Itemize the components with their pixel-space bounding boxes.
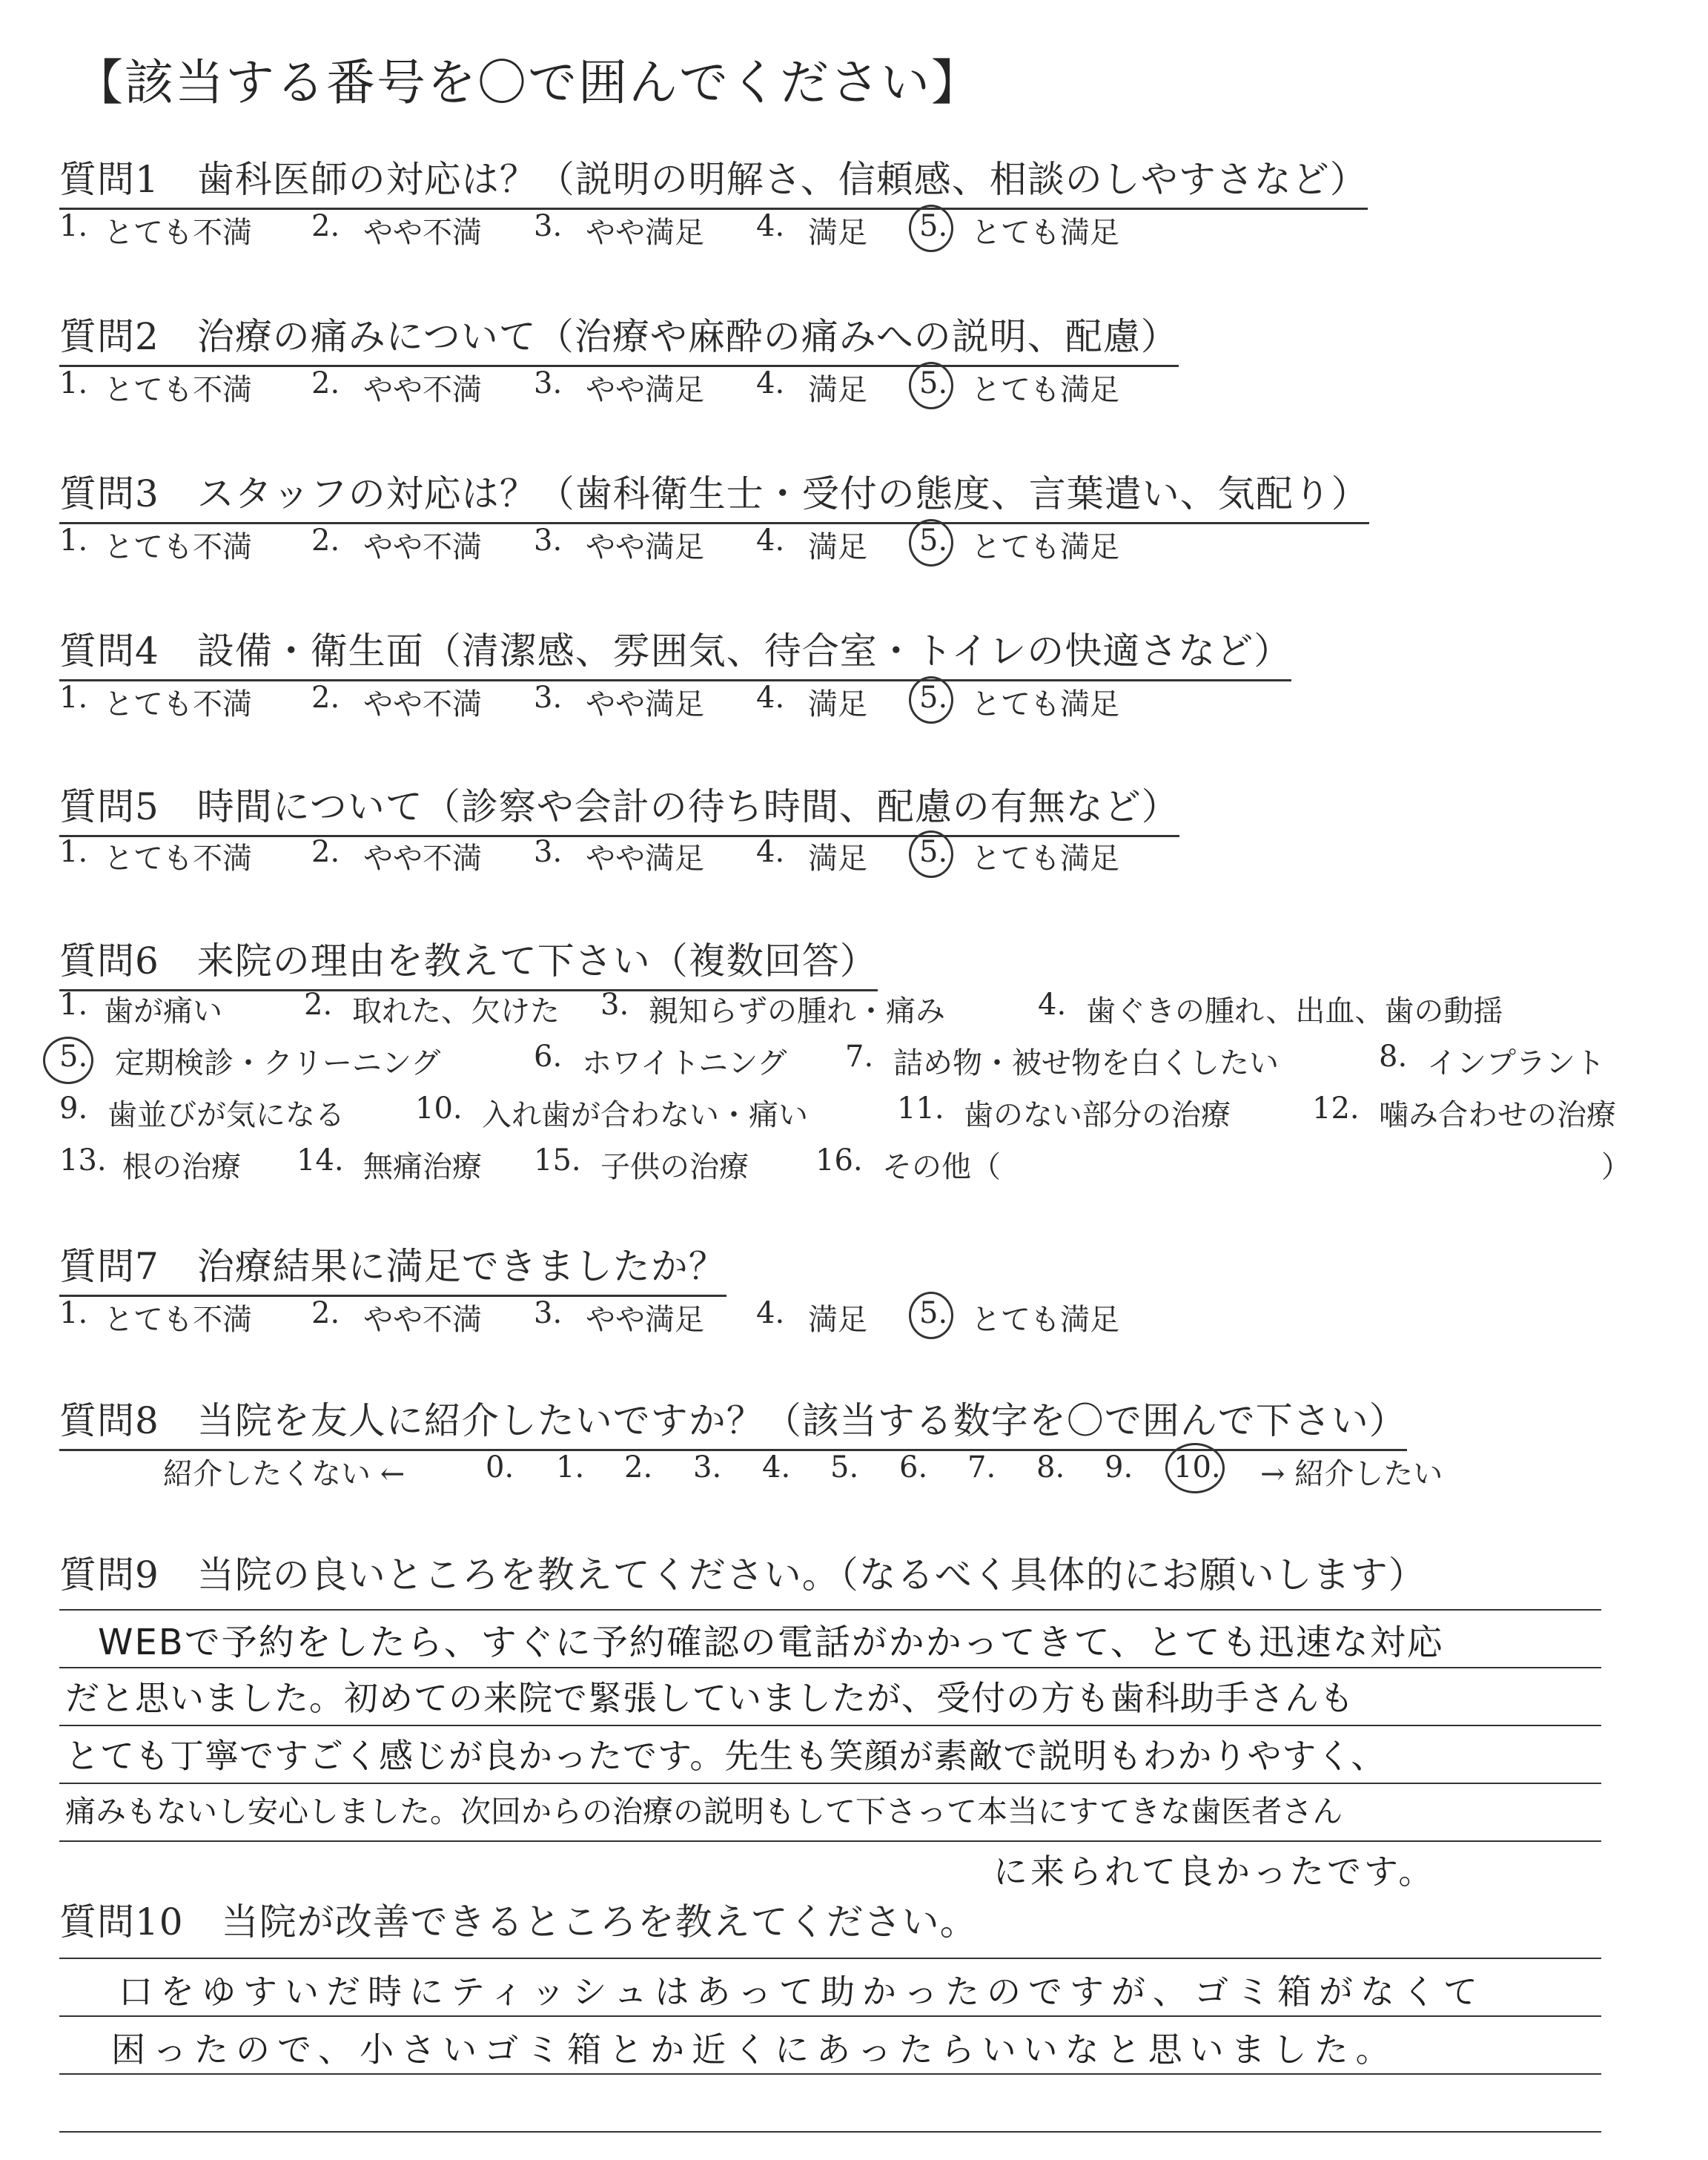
reason-12-number: 12. xyxy=(1312,1091,1360,1126)
selected-circle-q3 xyxy=(909,519,953,567)
reason-6-label[interactable]: ホワイトニング xyxy=(582,1046,787,1080)
scale-7[interactable]: 7. xyxy=(967,1450,996,1484)
scale-9[interactable]: 9. xyxy=(1105,1450,1133,1484)
answer-line-q9-4 xyxy=(59,1783,1601,1784)
option-3-number: 3. xyxy=(534,209,563,243)
reason-16-number: 16. xyxy=(815,1143,863,1178)
option-2-number: 2. xyxy=(311,1296,340,1330)
q10-answer-line-2[interactable]: 困ったので、小さいゴミ箱とか近くにあったらいいなと思いました。 xyxy=(111,2029,1397,2070)
scale-2[interactable]: 2. xyxy=(624,1450,653,1484)
option-5-label[interactable]: とても満足 xyxy=(971,1303,1119,1337)
option-5-number: 5. xyxy=(919,681,948,715)
option-1-number: 1. xyxy=(59,681,88,715)
selected-circle-q1 xyxy=(909,205,953,252)
option-5-number: 5. xyxy=(919,209,948,243)
reason-11-label[interactable]: 歯のない部分の治療 xyxy=(964,1098,1231,1132)
option-1-label[interactable]: とても不満 xyxy=(104,842,252,876)
option-2-label[interactable]: やや不満 xyxy=(363,530,482,564)
option-5-number: 5. xyxy=(919,524,948,558)
scale-left-label: 紹介したくない ← xyxy=(163,1457,406,1491)
question-2-title: 質問2 治療の痛みについて（治療や麻酔の痛みへの説明、配慮） xyxy=(59,307,1179,367)
option-2-label[interactable]: やや不満 xyxy=(363,1303,482,1337)
reason-5-label[interactable]: 定期検診・クリーニング xyxy=(115,1046,441,1080)
reason-4-number: 4. xyxy=(1038,988,1067,1022)
reason-14-label[interactable]: 無痛治療 xyxy=(363,1150,482,1184)
option-2-label[interactable]: やや不満 xyxy=(363,373,482,407)
option-4-label[interactable]: 満足 xyxy=(808,842,867,876)
option-1-label[interactable]: とても不満 xyxy=(104,1303,252,1337)
option-2-number: 2. xyxy=(311,681,340,715)
option-2-number: 2. xyxy=(311,835,340,869)
reason-9-number: 9. xyxy=(59,1091,88,1126)
option-1-label[interactable]: とても不満 xyxy=(104,373,252,407)
reason-10-number: 10. xyxy=(415,1091,463,1126)
option-5-number: 5. xyxy=(919,1296,948,1330)
answer-line-q10-2 xyxy=(59,2015,1601,2017)
reason-1-label[interactable]: 歯が痛い xyxy=(104,994,222,1028)
scale-10[interactable]: 10. xyxy=(1174,1450,1221,1484)
question-10-title: 質問10 当院が改善できるところを教えてください。 xyxy=(59,1900,978,1943)
selected-circle-q8 xyxy=(1165,1443,1225,1493)
option-5-label[interactable]: とても満足 xyxy=(971,687,1119,721)
option-2-number: 2. xyxy=(311,524,340,558)
option-3-label[interactable]: やや満足 xyxy=(586,216,704,250)
option-4-number: 4. xyxy=(756,524,785,558)
reason-8-number: 8. xyxy=(1379,1040,1408,1074)
option-4-number: 4. xyxy=(756,835,785,869)
option-1-number: 1. xyxy=(59,524,88,558)
answer-line-q9-2 xyxy=(59,1667,1601,1668)
scale-4[interactable]: 4. xyxy=(762,1450,791,1484)
option-1-label[interactable]: とても不満 xyxy=(104,530,252,564)
option-3-label[interactable]: やや満足 xyxy=(586,1303,704,1337)
scale-6[interactable]: 6. xyxy=(899,1450,928,1484)
reason-2-number: 2. xyxy=(304,988,333,1022)
reason-4-label[interactable]: 歯ぐきの腫れ、出血、歯の動揺 xyxy=(1086,994,1503,1028)
option-3-label[interactable]: やや満足 xyxy=(586,373,704,407)
option-4-label[interactable]: 満足 xyxy=(808,373,867,407)
q9-answer-line-5[interactable]: に来られて良かったです。 xyxy=(993,1852,1436,1892)
option-3-label[interactable]: やや満足 xyxy=(586,842,704,876)
reason-3-label[interactable]: 親知らずの腫れ・痛み xyxy=(649,994,945,1028)
option-3-number: 3. xyxy=(534,1296,563,1330)
selected-circle-q2 xyxy=(909,362,953,409)
reason-7-label[interactable]: 詰め物・被せ物を白くしたい xyxy=(893,1046,1279,1080)
question-9-title: 質問9 当院の良いところを教えてください。（なるべく具体的にお願いします） xyxy=(59,1553,1426,1596)
question-6-title: 質問6 来院の理由を教えて下さい（複数回答） xyxy=(59,931,878,991)
reason-15-number: 15. xyxy=(534,1143,581,1178)
reason-16-label[interactable]: その他（ xyxy=(882,1150,1001,1184)
option-3-number: 3. xyxy=(534,681,563,715)
option-4-label[interactable]: 満足 xyxy=(808,216,867,250)
question-5-title: 質問5 時間について（診察や会計の待ち時間、配慮の有無など） xyxy=(59,777,1179,837)
answer-line-q9-5 xyxy=(59,1840,1601,1842)
scale-right-label: → 紹介したい xyxy=(1260,1457,1443,1491)
selected-circle-q7 xyxy=(909,1292,953,1339)
q9-answer-line-2[interactable]: だと思いました。初めての来院で緊張していましたが、受付の方も歯科助手さんも xyxy=(65,1678,1354,1718)
option-5-label[interactable]: とても満足 xyxy=(971,216,1119,250)
reason-13-number: 13. xyxy=(59,1143,107,1178)
reason-15-label[interactable]: 子供の治療 xyxy=(600,1150,749,1184)
scale-5[interactable]: 5. xyxy=(830,1450,859,1484)
question-8-title: 質問8 当院を友人に紹介したいですか？（該当する数字を〇で囲んで下さい） xyxy=(59,1391,1407,1451)
selected-circle-q4 xyxy=(909,676,953,724)
option-3-number: 3. xyxy=(534,835,563,869)
question-3-title: 質問3 スタッフの対応は？（歯科衛生士・受付の態度、言葉遣い、気配り） xyxy=(59,464,1369,524)
reason-14-number: 14. xyxy=(297,1143,344,1178)
q9-answer-line-1[interactable]: WEBで予約をしたら、すぐに予約確認の電話がかかってきて、とても迅速な対応 xyxy=(98,1622,1444,1663)
question-1-title: 質問1 歯科医師の対応は？（説明の明解さ、信頼感、相談のしやすさなど） xyxy=(59,150,1368,210)
answer-line-q10-4 xyxy=(59,2131,1601,2133)
option-3-label[interactable]: やや満足 xyxy=(586,687,704,721)
scale-1[interactable]: 1. xyxy=(556,1450,585,1484)
option-4-number: 4. xyxy=(756,681,785,715)
option-2-label[interactable]: やや不満 xyxy=(363,842,482,876)
answer-line-q9-1 xyxy=(59,1609,1601,1611)
option-3-number: 3. xyxy=(534,524,563,558)
option-1-number: 1. xyxy=(59,366,88,400)
reason-1-number: 1. xyxy=(59,988,88,1022)
option-5-label[interactable]: とても満足 xyxy=(971,373,1119,407)
option-3-label[interactable]: やや満足 xyxy=(586,530,704,564)
selected-circle-q5 xyxy=(909,830,953,878)
option-2-label[interactable]: やや不満 xyxy=(363,216,482,250)
scale-3[interactable]: 3. xyxy=(693,1450,722,1484)
option-4-label[interactable]: 満足 xyxy=(808,687,867,721)
option-1-label[interactable]: とても不満 xyxy=(104,216,252,250)
reason-2-label[interactable]: 取れた、欠けた xyxy=(352,994,560,1028)
answer-line-q10-3 xyxy=(59,2073,1601,2075)
reason-6-number: 6. xyxy=(534,1040,563,1074)
option-5-number: 5. xyxy=(919,366,948,400)
scale-8[interactable]: 8. xyxy=(1036,1450,1065,1484)
option-4-number: 4. xyxy=(756,1296,785,1330)
reason-13-label[interactable]: 根の治療 xyxy=(122,1150,241,1184)
option-1-number: 1. xyxy=(59,835,88,869)
selected-circle-q6 xyxy=(43,1037,93,1084)
option-1-number: 1. xyxy=(59,1296,88,1330)
option-5-label[interactable]: とても満足 xyxy=(971,842,1119,876)
option-2-number: 2. xyxy=(311,209,340,243)
q9-answer-line-3[interactable]: とても丁寧ですごく感じが良かったです。先生も笑顔が素敵で説明もわかりやすく、 xyxy=(65,1736,1386,1776)
reason-3-number: 3. xyxy=(600,988,629,1022)
answer-line-q10-1 xyxy=(59,1958,1601,1959)
q9-answer-line-4[interactable]: 痛みもないし安心しました。次回からの治療の説明もして下さって本当にすてきな歯医者さん xyxy=(65,1794,1343,1829)
answer-line-q9-3 xyxy=(59,1725,1601,1726)
reason-8-label[interactable]: インプラント xyxy=(1427,1046,1605,1080)
question-4-title: 質問4 設備・衛生面（清潔感、雰囲気、待合室・トイレの快適さなど） xyxy=(59,621,1291,681)
option-2-label[interactable]: やや不満 xyxy=(363,687,482,721)
option-4-label[interactable]: 満足 xyxy=(808,1303,867,1337)
reason-7-number: 7. xyxy=(845,1040,874,1074)
option-2-number: 2. xyxy=(311,366,340,400)
option-4-number: 4. xyxy=(756,209,785,243)
question-7-title: 質問7 治療結果に満足できましたか？ xyxy=(59,1237,726,1297)
reason-12-label[interactable]: 噛み合わせの治療 xyxy=(1379,1098,1616,1132)
option-4-number: 4. xyxy=(756,366,785,400)
reason-11-number: 11. xyxy=(897,1091,944,1126)
option-4-label[interactable]: 満足 xyxy=(808,530,867,564)
form-header: 【該当する番号を〇で囲んでください】 xyxy=(74,54,982,111)
reason-16-close: ） xyxy=(1601,1150,1631,1184)
option-1-label[interactable]: とても不満 xyxy=(104,687,252,721)
reason-5-number: 5. xyxy=(59,1040,88,1074)
option-5-number: 5. xyxy=(919,835,948,869)
option-5-label[interactable]: とても満足 xyxy=(971,530,1119,564)
option-1-number: 1. xyxy=(59,209,88,243)
reason-9-label[interactable]: 歯並びが気になる xyxy=(107,1098,345,1132)
option-3-number: 3. xyxy=(534,366,563,400)
scale-0[interactable]: 0. xyxy=(486,1450,514,1484)
reason-10-label[interactable]: 入れ歯が合わない・痛い xyxy=(482,1098,808,1132)
q10-answer-line-1[interactable]: 口をゆすいだ時にティッシュはあって助かったのですが、ゴミ箱がなくて xyxy=(119,1972,1485,2012)
